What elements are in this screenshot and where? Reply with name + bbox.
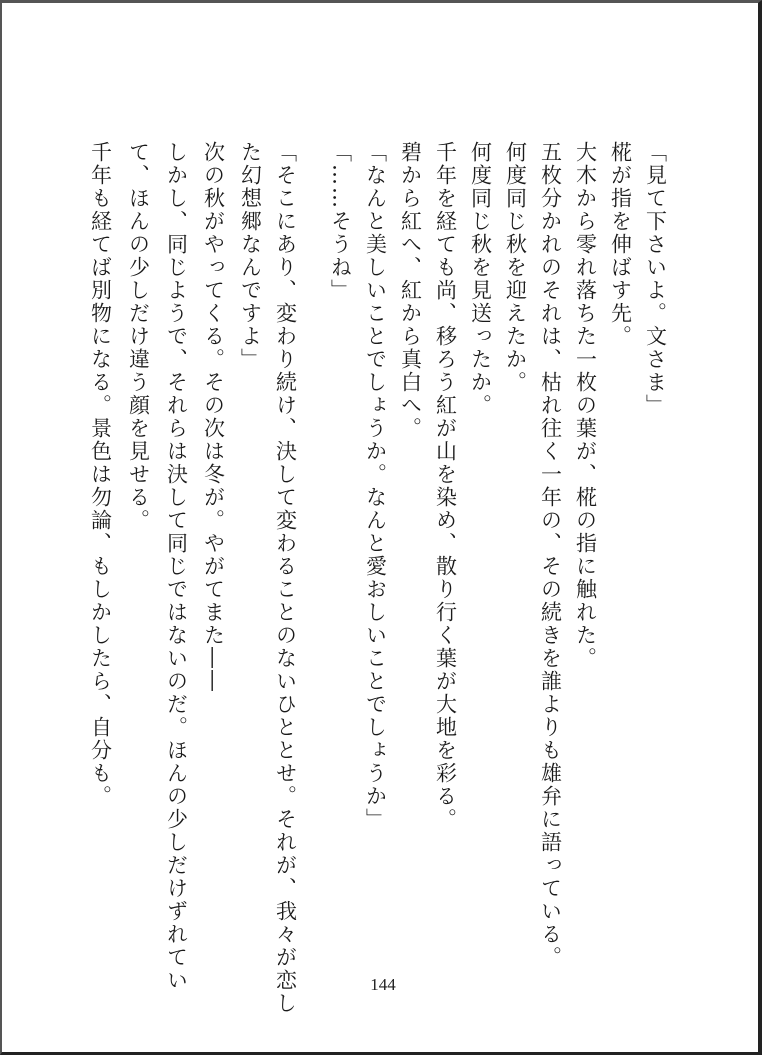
text-line: 五枚分かれのそれは、枯れ往く一年の、その続きを誰よりも雄弁に語っている。 <box>538 141 563 969</box>
text-line: 「……そうね」 <box>328 141 353 302</box>
text-line: 碧から紅へ、紅から真白へ。 <box>398 141 423 440</box>
text-line: 「そこにあり、変わり続け、決して変わることのないひととせ。それが、我々が恋し <box>273 141 298 1015</box>
text-line: しかし、同じようで、それらは決して同じではないのだ。ほんの少しだけずれてい <box>164 141 189 992</box>
page-number: 144 <box>370 975 396 994</box>
text-line: 千年を経ても尚、移ろう紅が山を染め、散り行く葉が大地を彩る。 <box>433 141 458 831</box>
text-line: 千年も経てば別物になる。景色は勿論、もしかしたら、自分も。 <box>88 141 113 808</box>
text-line: た幻想郷なんですよ」 <box>238 141 263 371</box>
text-line: 何度同じ秋を迎えたか。 <box>503 141 528 394</box>
text-line: 大木から零れ落ちた一枚の葉が、椛の指に触れた。 <box>573 141 598 670</box>
text-line: 椛が指を伸ばす先。 <box>608 141 633 348</box>
text-line: 次の秋がやってくる。その次は冬が。やがてまた―― <box>201 141 226 693</box>
text-line: 「なんと美しいことでしょうか。なんと愛おしいことでしょうか」 <box>363 141 388 831</box>
text-line: 何度同じ秋を見送ったか。 <box>468 141 493 417</box>
text-line: 「見て下さいよ。文さま」 <box>643 141 668 417</box>
text-line: て、ほんの少しだけ違う顔を見せる。 <box>126 141 151 532</box>
